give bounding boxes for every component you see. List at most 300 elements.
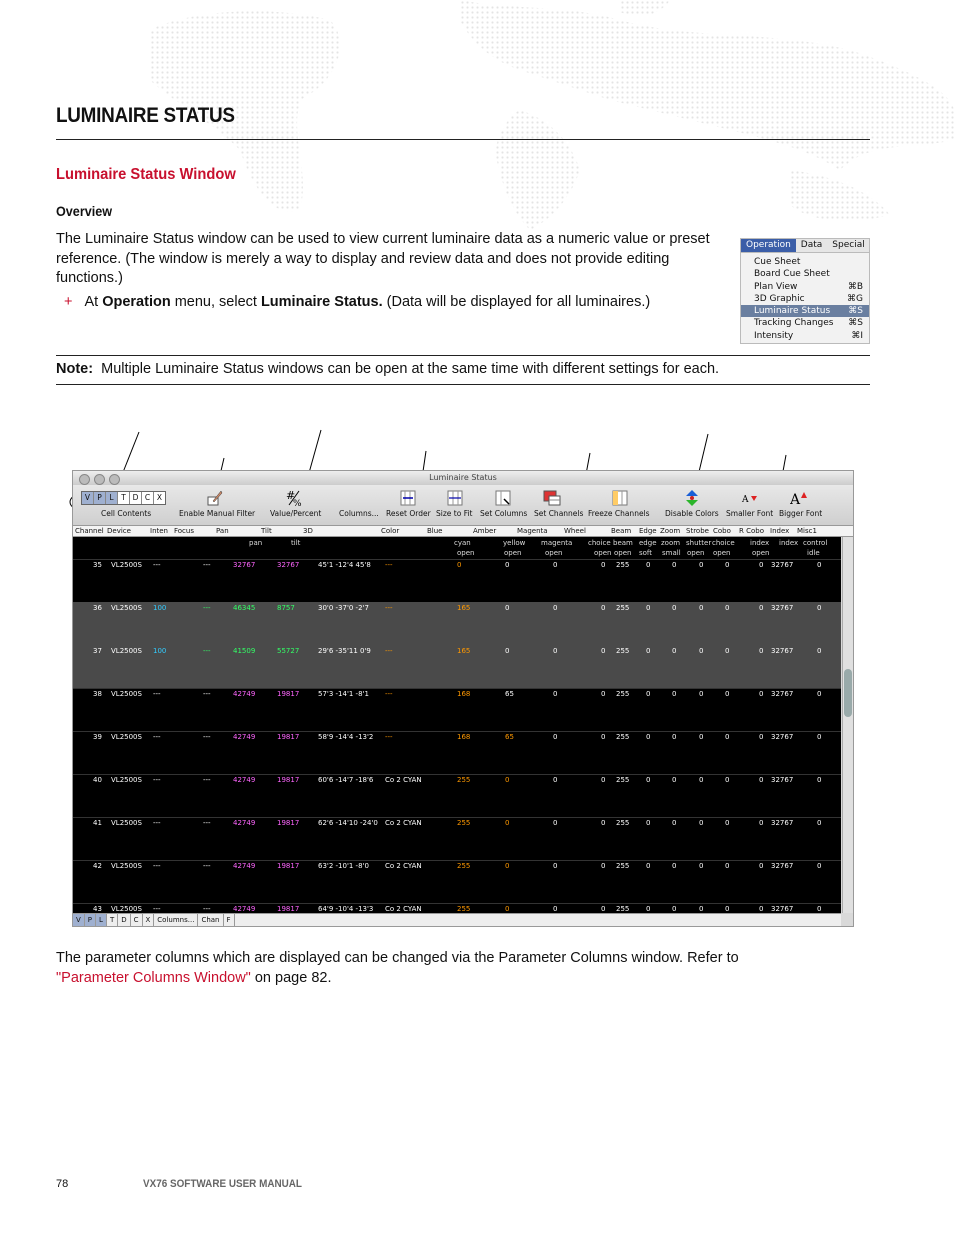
row-cell: 0	[817, 905, 822, 913]
row-cell: ---	[153, 733, 161, 741]
row-cell: 32767	[771, 905, 794, 913]
enable-manual-filter-button[interactable]: Enable Manual Filter	[179, 509, 256, 518]
column-header-r-cobo[interactable]: R Cobo	[739, 527, 764, 535]
row-cell: 0	[817, 862, 822, 870]
view-tab-l[interactable]: L	[106, 492, 118, 504]
column-header-tilt[interactable]: Tilt	[261, 527, 272, 535]
row-cell: 255	[616, 647, 630, 655]
smaller-font-icon[interactable]	[741, 489, 759, 507]
bigger-font-icon[interactable]	[790, 489, 808, 507]
row-cell: 37	[93, 647, 102, 655]
section-title: LUMINAIRE STATUS	[56, 104, 235, 127]
row-cell: 63'2 -10'1 -8'0	[318, 862, 369, 870]
row-cell: ---	[153, 776, 161, 784]
param-label: beam	[613, 539, 633, 547]
disable-colors-icon[interactable]	[683, 489, 701, 507]
row-cell: 32767	[771, 647, 794, 655]
bottom-tab[interactable]: Columns...	[154, 914, 198, 926]
note-label: Note:	[56, 361, 94, 377]
row-cell: VL2500S	[111, 819, 142, 827]
row-cell: 0	[725, 733, 730, 741]
column-header-device[interactable]: Device	[107, 527, 131, 535]
row-cell: 0	[601, 862, 606, 870]
row-cell: ---	[385, 604, 393, 612]
row-cell: 0	[646, 905, 651, 913]
row-cell: 0	[505, 647, 510, 655]
row-cell: 255	[616, 690, 630, 698]
menu-item-board-cue-sheet[interactable]: Board Cue Sheet	[754, 269, 830, 280]
column-header-zoom[interactable]: Zoom	[660, 527, 681, 535]
row-cell: 42749	[233, 905, 256, 913]
row-cell: ---	[385, 733, 393, 741]
reset-order-button[interactable]: Reset Order	[386, 509, 431, 518]
view-tab-d[interactable]: D	[130, 492, 142, 504]
row-cell: 32767	[771, 862, 794, 870]
param-label: tilt	[291, 539, 301, 547]
column-header-inten[interactable]: Inten	[150, 527, 168, 535]
column-header-index[interactable]: Index	[770, 527, 790, 535]
row-cell: ---	[203, 733, 211, 741]
param-label: magenta	[541, 539, 573, 547]
row-cell: ---	[203, 604, 211, 612]
channel-row[interactable]	[73, 774, 841, 818]
row-cell: VL2500S	[111, 690, 142, 698]
smaller-font-button[interactable]: Smaller Font	[726, 509, 774, 518]
bottom-tab[interactable]: X	[143, 914, 155, 926]
value-percent-icon[interactable]	[285, 489, 303, 507]
row-cell: 0	[505, 561, 510, 569]
row-cell: 0	[553, 604, 558, 612]
row-cell: ---	[153, 819, 161, 827]
param-label: edge	[639, 539, 657, 547]
scroll-thumb[interactable]	[844, 669, 852, 717]
row-cell: 0	[672, 604, 677, 612]
row-cell: 0	[672, 647, 677, 655]
set-channels-icon[interactable]	[543, 489, 561, 507]
row-cell: ---	[153, 862, 161, 870]
row-cell: 0	[672, 690, 677, 698]
parameter-columns-link[interactable]: "Parameter Columns Window"	[56, 969, 251, 986]
freeze-channels-icon[interactable]	[611, 489, 629, 507]
menu-operation[interactable]: Operation	[741, 239, 796, 252]
row-cell: 19817	[277, 690, 300, 698]
row-cell: VL2500S	[111, 733, 142, 741]
row-cell: 0	[672, 862, 677, 870]
set-channels-button[interactable]: Set Channels	[534, 509, 584, 518]
column-header-color[interactable]: Color	[381, 527, 400, 535]
row-cell: 0	[699, 905, 704, 913]
menu-data[interactable]: Data	[800, 240, 823, 250]
row-cell: 43	[93, 905, 102, 913]
row-cell: 0	[672, 561, 677, 569]
row-cell: 19817	[277, 819, 300, 827]
row-cell: 0	[759, 819, 764, 827]
view-tab-t[interactable]: T	[118, 492, 130, 504]
close-icon[interactable]	[79, 474, 90, 485]
size-to-fit-button[interactable]: Size to Fit	[436, 509, 473, 518]
column-header-channel[interactable]: Channel	[75, 527, 104, 535]
row-cell: 0	[759, 862, 764, 870]
row-cell: 0	[759, 647, 764, 655]
row-cell: 0	[759, 561, 764, 569]
operation-menu	[740, 238, 870, 344]
menu-item-intensity[interactable]: Intensity ⌘I	[754, 330, 863, 341]
row-cell: 0	[759, 733, 764, 741]
row-cell: Co 2 CYAN	[385, 862, 422, 870]
row-cell: 255	[616, 776, 630, 784]
bottom-tab[interactable]: T	[107, 914, 118, 926]
row-cell: 0	[553, 819, 558, 827]
bottom-tab[interactable]: C	[131, 914, 143, 926]
row-cell: 255	[616, 561, 630, 569]
value-percent-button[interactable]: Value/Percent	[270, 509, 322, 518]
note-rule-top	[56, 355, 870, 356]
bigger-font-button[interactable]: Bigger Font	[779, 509, 823, 518]
column-header-focus[interactable]: Focus	[174, 527, 194, 535]
columns-button[interactable]: Columns...	[339, 509, 379, 518]
window-toolbar	[73, 485, 853, 526]
column-header-pan[interactable]: Pan	[216, 527, 229, 535]
param-label: control	[803, 539, 828, 547]
pencil-icon[interactable]	[205, 489, 223, 507]
param-sublabel: open	[713, 549, 731, 557]
row-cell: 36	[93, 604, 102, 612]
column-header-edge[interactable]: Edge	[639, 527, 657, 535]
param-label: zoom	[661, 539, 681, 547]
param-sublabel: open	[594, 549, 612, 557]
row-cell: ---	[203, 690, 211, 698]
row-cell: Co 2 CYAN	[385, 776, 422, 784]
channel-row[interactable]	[73, 903, 841, 913]
row-cell: 30'0 -37'0 -2'7	[318, 604, 369, 612]
column-header-beam[interactable]: Beam	[611, 527, 632, 535]
row-cell: 0	[817, 690, 822, 698]
row-cell: 255	[457, 862, 471, 870]
row-cell: 168	[457, 733, 471, 741]
svg-text:%: %	[293, 499, 302, 507]
page-number: 78	[56, 1178, 69, 1190]
row-cell: 0	[646, 862, 651, 870]
row-cell: 0	[699, 561, 704, 569]
row-cell: 46345	[233, 604, 256, 612]
menu-item-3d-graphic[interactable]: 3D Graphic ⌘G	[754, 293, 863, 304]
row-cell: 29'6 -35'11 0'9	[318, 647, 371, 655]
row-cell: 60'6 -14'7 -18'6	[318, 776, 374, 784]
row-cell: 0	[699, 819, 704, 827]
minimize-icon[interactable]	[94, 474, 105, 485]
row-cell: ---	[203, 561, 211, 569]
column-header-amber[interactable]: Amber	[473, 527, 497, 535]
row-cell: ---	[203, 819, 211, 827]
row-cell: 0	[646, 647, 651, 655]
row-cell: 0	[553, 862, 558, 870]
bottom-tab[interactable]: P	[85, 914, 96, 926]
window-title: Luminaire Status	[429, 473, 497, 482]
row-cell: 39	[93, 733, 102, 741]
row-cell: 0	[601, 819, 606, 827]
row-cell: 0	[725, 776, 730, 784]
row-cell: 0	[505, 604, 510, 612]
row-cell: 0	[725, 905, 730, 913]
row-cell: 0	[817, 819, 822, 827]
param-sublabel: open	[752, 549, 770, 557]
row-cell: 0	[817, 733, 822, 741]
row-cell: 0	[646, 604, 651, 612]
size-to-fit-icon[interactable]	[446, 489, 464, 507]
channel-row[interactable]	[73, 688, 841, 732]
param-sublabel: idle	[807, 549, 820, 557]
row-cell: 0	[505, 819, 510, 827]
note-rule-bottom	[56, 384, 870, 385]
param-sublabel: open	[687, 549, 705, 557]
row-cell: 0	[553, 690, 558, 698]
row-cell: 0	[759, 776, 764, 784]
column-header-cobo[interactable]: Cobo	[713, 527, 731, 535]
row-cell: 35	[93, 561, 102, 569]
row-cell: 0	[505, 905, 510, 913]
row-cell: 0	[646, 733, 651, 741]
column-header-row	[73, 526, 853, 537]
bottom-tab[interactable]: L	[96, 914, 107, 926]
channel-row[interactable]	[73, 731, 841, 775]
row-cell: VL2500S	[111, 862, 142, 870]
column-header-misc1[interactable]: Misc1	[797, 527, 817, 535]
bottom-paragraph: The parameter columns which are displayed can be changed via the Parameter Columns window. Refer to "Parameter Columns Window" on page 82.	[56, 950, 739, 986]
cell-contents-button[interactable]: Cell Contents	[101, 509, 152, 518]
row-cell: 0	[725, 862, 730, 870]
column-header-wheel[interactable]: Wheel	[564, 527, 586, 535]
menu-item-luminaire-status[interactable]: Luminaire Status ⌘S	[741, 305, 869, 317]
row-cell: 0	[672, 733, 677, 741]
param-sublabel: open	[614, 549, 632, 557]
row-cell: 32767	[277, 561, 300, 569]
view-tab-c[interactable]: C	[142, 492, 154, 504]
column-header-3d[interactable]: 3D	[303, 527, 313, 535]
row-cell: 0	[601, 776, 606, 784]
window-titlebar	[73, 471, 853, 485]
row-cell: 0	[699, 776, 704, 784]
row-cell: 32767	[233, 561, 256, 569]
row-cell: 0	[725, 690, 730, 698]
disable-colors-button[interactable]: Disable Colors	[665, 509, 719, 518]
row-cell: 0	[646, 690, 651, 698]
row-cell: 42749	[233, 819, 256, 827]
luminaire-status-window	[72, 470, 854, 927]
param-label: choice	[588, 539, 611, 547]
row-cell: 0	[699, 647, 704, 655]
row-cell: ---	[203, 647, 211, 655]
row-cell: ---	[203, 862, 211, 870]
row-cell: Co 2 CYAN	[385, 905, 422, 913]
row-cell: 0	[601, 733, 606, 741]
row-cell: 42749	[233, 776, 256, 784]
world-map-background	[150, 0, 954, 230]
reset-order-icon[interactable]	[399, 489, 417, 507]
freeze-channels-button[interactable]: Freeze Channels	[588, 509, 650, 518]
zoom-icon[interactable]	[109, 474, 120, 485]
row-cell: 42749	[233, 862, 256, 870]
row-cell: 19817	[277, 776, 300, 784]
row-cell: 0	[672, 905, 677, 913]
row-cell: 0	[817, 561, 822, 569]
row-cell: 0	[601, 604, 606, 612]
row-cell: 0	[725, 561, 730, 569]
row-cell: 255	[616, 819, 630, 827]
param-sublabel: open	[504, 549, 522, 557]
row-cell: 0	[725, 819, 730, 827]
row-cell: 0	[457, 561, 462, 569]
channel-row[interactable]	[73, 860, 841, 904]
row-cell: ---	[153, 690, 161, 698]
row-cell: 255	[616, 905, 630, 913]
row-cell: 255	[616, 733, 630, 741]
footer-manual-title: VX76 SOFTWARE USER MANUAL	[143, 1178, 302, 1190]
row-cell: 0	[759, 690, 764, 698]
row-cell: Co 2 CYAN	[385, 819, 422, 827]
row-cell: 0	[553, 561, 558, 569]
menu-item-cue-sheet[interactable]: Cue Sheet	[754, 257, 801, 267]
set-columns-button[interactable]: Set Columns	[480, 509, 528, 518]
param-label: index	[750, 539, 770, 547]
param-header-block	[73, 537, 841, 560]
row-cell: 0	[725, 647, 730, 655]
instruction-bullet: + At Operation menu, select Luminaire Status. (Data will be displayed for all luminaires.)	[64, 294, 651, 310]
bottom-tab[interactable]: F	[224, 914, 235, 926]
row-cell: 0	[672, 776, 677, 784]
row-cell: 64'9 -10'4 -13'3	[318, 905, 374, 913]
param-label: yellow	[503, 539, 526, 547]
view-tab-v[interactable]: V	[82, 492, 94, 504]
note	[56, 361, 719, 377]
status-grid	[73, 537, 841, 913]
svg-text:A: A	[742, 495, 749, 505]
row-cell: 42	[93, 862, 102, 870]
row-cell: ---	[385, 647, 393, 655]
row-cell: 0	[699, 604, 704, 612]
row-cell: 45'1 -12'4 45'8	[318, 561, 371, 569]
row-cell: VL2500S	[111, 604, 142, 612]
row-cell: 0	[699, 733, 704, 741]
row-cell: 0	[817, 647, 822, 655]
row-cell: 0	[601, 647, 606, 655]
param-label: choice	[712, 539, 735, 547]
view-tab-x[interactable]: X	[156, 493, 163, 502]
row-cell: 58'9 -14'4 -13'2	[318, 733, 374, 741]
row-cell: 0	[553, 776, 558, 784]
channel-row[interactable]	[73, 559, 841, 603]
bottom-tab[interactable]: V	[73, 914, 85, 926]
subsection-title: Luminaire Status Window	[56, 166, 236, 183]
row-cell: 62'6 -14'10 -24'0	[318, 819, 378, 827]
channel-row[interactable]	[73, 602, 841, 646]
row-cell: 0	[646, 819, 651, 827]
row-cell: 165	[457, 604, 471, 612]
row-cell: 42749	[233, 690, 256, 698]
row-cell: 19817	[277, 905, 300, 913]
row-cell: 32767	[771, 776, 794, 784]
view-tab-p[interactable]: P	[94, 492, 106, 504]
column-header-blue[interactable]: Blue	[427, 527, 443, 535]
intro-paragraph: The Luminaire Status window can be used to view current luminaire data as a numeric value or preset reference. (The window is merely a way to display and review data and does not provide editing functions.)	[56, 231, 710, 286]
row-cell: 100	[153, 604, 167, 612]
row-cell: ---	[203, 905, 211, 913]
row-cell: 0	[601, 690, 606, 698]
row-cell: 0	[699, 862, 704, 870]
view-tabs	[81, 491, 166, 505]
row-cell: 0	[505, 862, 510, 870]
bullet-plus-icon: +	[64, 294, 73, 310]
channel-row[interactable]	[73, 817, 841, 861]
channel-row[interactable]	[73, 645, 841, 689]
row-cell: 0	[817, 604, 822, 612]
row-cell: VL2500S	[111, 647, 142, 655]
row-cell: ---	[385, 561, 393, 569]
row-cell: 0	[646, 776, 651, 784]
row-cell: 65	[505, 690, 514, 698]
param-label: pan	[249, 539, 263, 547]
row-cell: 255	[616, 604, 630, 612]
row-cell: VL2500S	[111, 905, 142, 913]
bottom-tab[interactable]: D	[118, 914, 130, 926]
vertical-scrollbar[interactable]	[842, 537, 853, 913]
row-cell: 0	[601, 561, 606, 569]
row-cell: 0	[817, 776, 822, 784]
menu-item-tracking-changes[interactable]: Tracking Changes ⌘S	[754, 318, 863, 329]
row-cell: 42749	[233, 733, 256, 741]
row-cell: 32767	[771, 819, 794, 827]
column-header-strobe[interactable]: Strobe	[686, 527, 709, 535]
param-label: shutter	[686, 539, 712, 547]
column-header-magenta[interactable]: Magenta	[517, 527, 548, 535]
menu-item-plan-view[interactable]: Plan View ⌘B	[754, 281, 863, 292]
row-cell: VL2500S	[111, 561, 142, 569]
row-cell: 0	[759, 604, 764, 612]
param-sublabel: open	[457, 549, 475, 557]
row-cell: 255	[457, 776, 471, 784]
overview-heading: Overview	[56, 203, 113, 219]
row-cell: 0	[759, 905, 764, 913]
row-cell: 0	[699, 690, 704, 698]
menu-special[interactable]: Special	[832, 240, 865, 250]
row-cell: 65	[505, 733, 514, 741]
row-cell: 0	[505, 776, 510, 784]
row-cell: 0	[672, 819, 677, 827]
row-cell: 255	[457, 819, 471, 827]
row-cell: VL2500S	[111, 776, 142, 784]
row-cell: 57'3 -14'1 -8'1	[318, 690, 369, 698]
row-cell: 55727	[277, 647, 300, 655]
row-cell: 0	[553, 905, 558, 913]
row-cell: 32767	[771, 604, 794, 612]
bottom-tab-bar	[73, 913, 841, 926]
svg-text:#: #	[286, 489, 296, 502]
row-cell: 0	[601, 905, 606, 913]
row-cell: 0	[646, 561, 651, 569]
row-cell: 32767	[771, 561, 794, 569]
row-cell: ---	[153, 561, 161, 569]
param-label: cyan	[454, 539, 471, 547]
row-cell: 0	[553, 733, 558, 741]
row-cell: 255	[457, 905, 471, 913]
row-cell: 38	[93, 690, 102, 698]
set-columns-icon[interactable]	[494, 489, 512, 507]
row-cell: 8757	[277, 604, 295, 612]
row-cell: 0	[725, 604, 730, 612]
svg-text:A: A	[790, 492, 801, 507]
bottom-tab[interactable]: Chan	[198, 914, 223, 926]
row-cell: 168	[457, 690, 471, 698]
row-cell: ---	[153, 905, 161, 913]
